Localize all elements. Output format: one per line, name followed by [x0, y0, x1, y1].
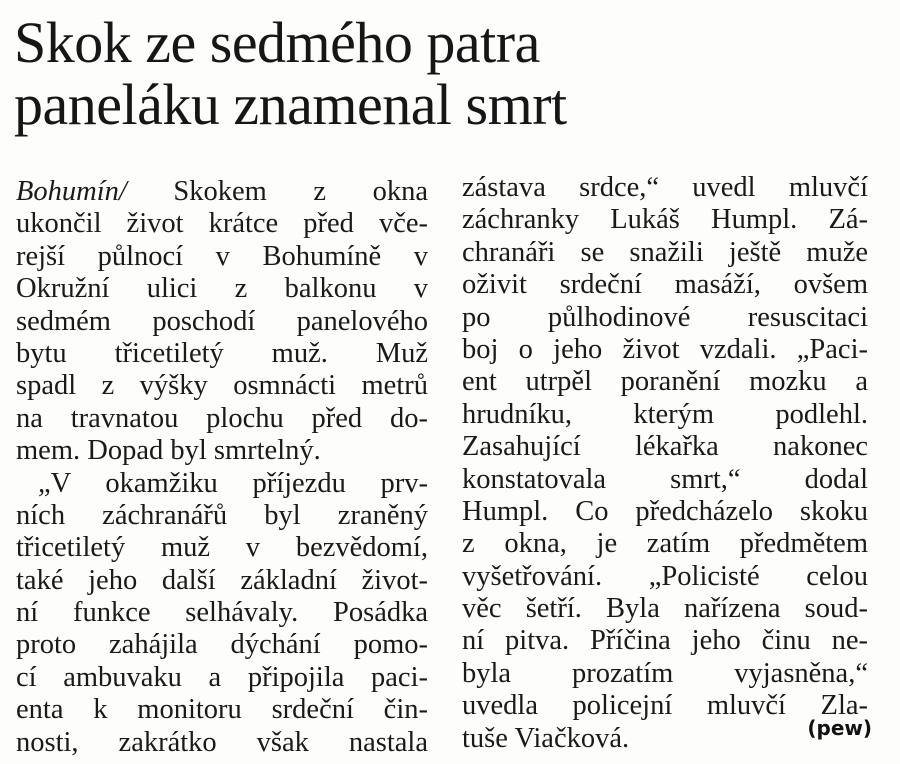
paragraph-line: hrudníku, kterým podlehl.: [462, 398, 868, 430]
paragraph-line: spadl z výšky osmnácti metrů: [16, 370, 428, 402]
paragraph-line: sedmém poschodí panelového: [16, 305, 428, 337]
paragraph-line: vyšetřování. „Policisté celou: [462, 560, 868, 592]
paragraph-line: oživit srdeční masáží, ovšem: [462, 269, 868, 301]
paragraph-line: Humpl. Co předcházelo skoku: [462, 495, 868, 527]
paragraph-line: ní pitva. Příčina jeho činu ne-: [462, 625, 868, 657]
paragraph-line: tuše Viačková.: [462, 722, 630, 754]
paragraph-line-text: Skokem z okna: [126, 176, 428, 207]
paragraph-line: po půlhodinové resuscitaci: [462, 301, 868, 333]
paragraph-line: ní funkce selhávaly. Posádka: [16, 597, 428, 629]
dateline: Bohumín/: [16, 176, 127, 207]
paragraph-line: cí ambuvaku a připojila paci-: [16, 661, 428, 693]
article-column-left: [16, 176, 428, 759]
paragraph-line: také jeho další základní život-: [16, 564, 428, 596]
article-column-right: [462, 172, 868, 755]
author-signature: (pew): [807, 716, 872, 740]
paragraph-line: Okružní ulici z balkonu v: [16, 273, 428, 305]
paragraph-line: z okna, je zatím předmětem: [462, 528, 868, 560]
paragraph-line: mem. Dopad byl smrtelný.: [16, 435, 321, 467]
paragraph-line: ent utrpěl poranění mozku a: [462, 366, 868, 398]
paragraph-line: konstatovala smrt,“ dodal: [462, 463, 868, 495]
paragraph-line: Zasahující lékařka nakonec: [462, 431, 868, 463]
paragraph-line: „V okamžiku příjezdu prv-: [38, 467, 428, 499]
paragraph-line: byla prozatím vyjasněna,“: [462, 657, 868, 689]
paragraph-line: [16, 176, 428, 208]
paragraph-line: na travnatou plochu před do-: [16, 402, 428, 434]
paragraph-line: boj o jeho život vzdali. „Paci-: [462, 333, 868, 365]
paragraph-line: věc šetří. Byla nařízena soud-: [462, 593, 868, 625]
headline-line-1: Skok ze sedmého patra: [14, 10, 540, 75]
paragraph-line: enta k monitoru srdeční čin-: [16, 694, 428, 726]
paragraph-line: uvedla policejní mluvčí Zla-: [462, 690, 868, 722]
paragraph-line: zástava srdce,“ uvedl mluvčí: [462, 172, 868, 203]
paragraph-line: záchranky Lukáš Humpl. Zá-: [462, 204, 868, 236]
paragraph-line: třicetiletý muž v bezvědomí,: [16, 532, 428, 564]
paragraph-line: ukončil život krátce před vče-: [16, 208, 428, 240]
paragraph-line: proto zahájila dýchání pomo-: [16, 629, 428, 661]
paragraph-line: ních záchranářů byl zraněný: [16, 499, 428, 531]
paragraph-line: bytu třicetiletý muž. Muž: [16, 337, 428, 369]
headline: [14, 12, 884, 136]
paragraph-line: chranáři se snažili ještě muže: [462, 236, 868, 268]
headline-line-2: paneláku znamenal smrt: [14, 72, 567, 137]
paragraph-line: rejší půlnocí v Bohumíně v: [16, 240, 428, 272]
paragraph-line: nosti, zakrátko však nastala: [16, 726, 428, 758]
